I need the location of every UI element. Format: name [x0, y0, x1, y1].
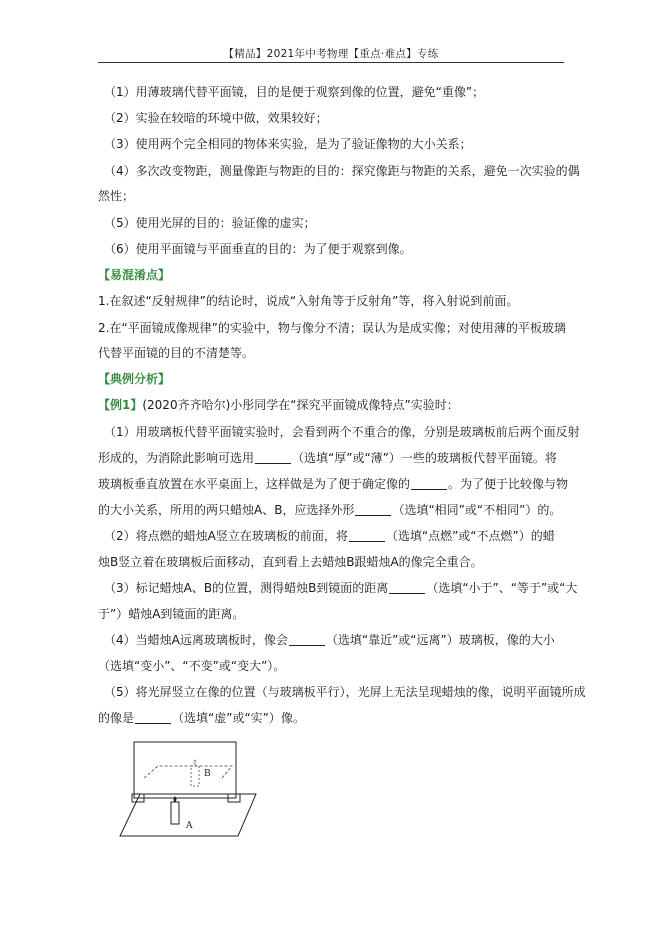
question-text: （选填“厚”或“薄”）一些的玻璃板代替平面镜。将: [292, 451, 557, 465]
question-text: （4）当蜡烛A远离玻璃板时，像会: [104, 633, 288, 647]
section-heading-analysis: 【典例分析】: [98, 372, 171, 386]
question-text: 形成的，为消除此影响可选用: [98, 451, 255, 465]
note-line: 然性；: [98, 189, 135, 203]
question-text: 玻璃板垂直放置在水平桌面上，这样做是为了便于确定像的: [98, 477, 411, 491]
answer-blank[interactable]: [255, 451, 291, 464]
header-divider: [98, 62, 564, 63]
question-text: （选填“相同”或“不相同”）的。: [392, 503, 562, 517]
page-header: 【精品】2021年中考物理【重点·难点】专练: [223, 48, 439, 60]
question-text: 的大小关系，所用的两只蜡烛A、B，应选择外形: [98, 503, 355, 517]
question-line: [98, 502, 568, 518]
label-a: A: [186, 821, 193, 831]
example-intro-line: [98, 397, 568, 413]
question-text: 。为了便于比较像与物: [448, 477, 569, 491]
note-line: （6）使用平面镜与平面垂直的目的：为了便于观察到像。: [104, 242, 412, 256]
note-line: （3）使用两个完全相同的物体来实验，是为了验证像物的大小关系；: [104, 137, 472, 151]
glass-plate: [134, 742, 236, 798]
virtual-plane: [144, 766, 232, 778]
confusion-line: 2.在“平面镜成像规律”的实验中，物与像分不清；误认为是成实像；对使用薄的平板玻璃: [98, 321, 566, 335]
question-text: （选填“点燃”或“不点燃”）的蜡: [385, 529, 555, 543]
question-text: （2）将点燃的蜡烛A竖立在玻璃板的前面，将: [104, 529, 348, 543]
section-heading-confusion: 【易混淆点】: [98, 268, 171, 282]
note-line: （2）实验在较暗的环境中做，效果较好；: [104, 111, 328, 125]
question-line: [104, 528, 574, 544]
answer-blank[interactable]: [355, 503, 391, 516]
candle-b-flame: [194, 760, 196, 765]
question-line: [104, 632, 574, 648]
candle-b: [191, 766, 199, 786]
question-text: （选填“靠近”或“远离”）玻璃板，像的大小: [325, 633, 555, 647]
answer-blank[interactable]: [289, 633, 325, 646]
question-line: 于”）蜡烛A到镜面的距离。: [98, 607, 245, 621]
answer-blank[interactable]: [389, 581, 425, 594]
candle-a: [171, 802, 179, 824]
experiment-figure: [118, 738, 258, 838]
question-line: （选填“变小”、“不变”或“变大”）。: [98, 659, 286, 673]
example-intro: (2020齐齐哈尔)小彤同学在“探究平面镜成像特点”实验时：: [142, 398, 459, 412]
question-text: （选填“虚”或“实”）像。: [172, 711, 305, 725]
question-line: [98, 476, 568, 492]
question-text: （选填“小于”、“等于”或“大: [426, 581, 578, 595]
question-line: 烛B竖立着在玻璃板后面移动，直到看上去蜡烛B跟蜡烛A的像完全重合。: [98, 555, 483, 569]
note-line: （4）多次改变物距，测量像距与物距的目的：探究像距与物距的关系，避免一次实验的偶: [104, 164, 580, 178]
question-line: （1）用玻璃板代替平面镜实验时，会看到两个不重合的像，分别是玻璃板前后两个面反射: [104, 425, 580, 439]
question-line: （5）将光屏竖立在像的位置（与玻璃板平行），光屏上无法呈现蜡烛的像，说明平面镜所成: [104, 685, 586, 699]
question-line: [98, 450, 568, 466]
candle-a-flame: [174, 796, 177, 802]
question-text: （3）标记蜡烛A、B的位置，测得蜡烛B到镜面的距离: [104, 581, 389, 595]
confusion-line: 1.在叙述“反射规律”的结论时，说成“入射角等于反射角”等，将入射说到前面。: [98, 294, 519, 308]
question-line: [98, 710, 568, 726]
example-tag: 【例1】: [98, 398, 143, 412]
confusion-line: 代替平面镜的目的不清楚等。: [98, 346, 255, 360]
question-line: [104, 580, 578, 596]
answer-blank[interactable]: [411, 477, 447, 490]
note-line: （5）使用光屏的目的：验证像的虚实；: [104, 216, 316, 230]
note-line: （1）用薄玻璃代替平面镜，目的是便于观察到像的位置，避免“重像”；: [104, 85, 485, 99]
question-text: 的像是: [98, 711, 135, 725]
answer-blank[interactable]: [135, 711, 171, 724]
answer-blank[interactable]: [349, 529, 385, 542]
label-b: B: [204, 769, 211, 779]
